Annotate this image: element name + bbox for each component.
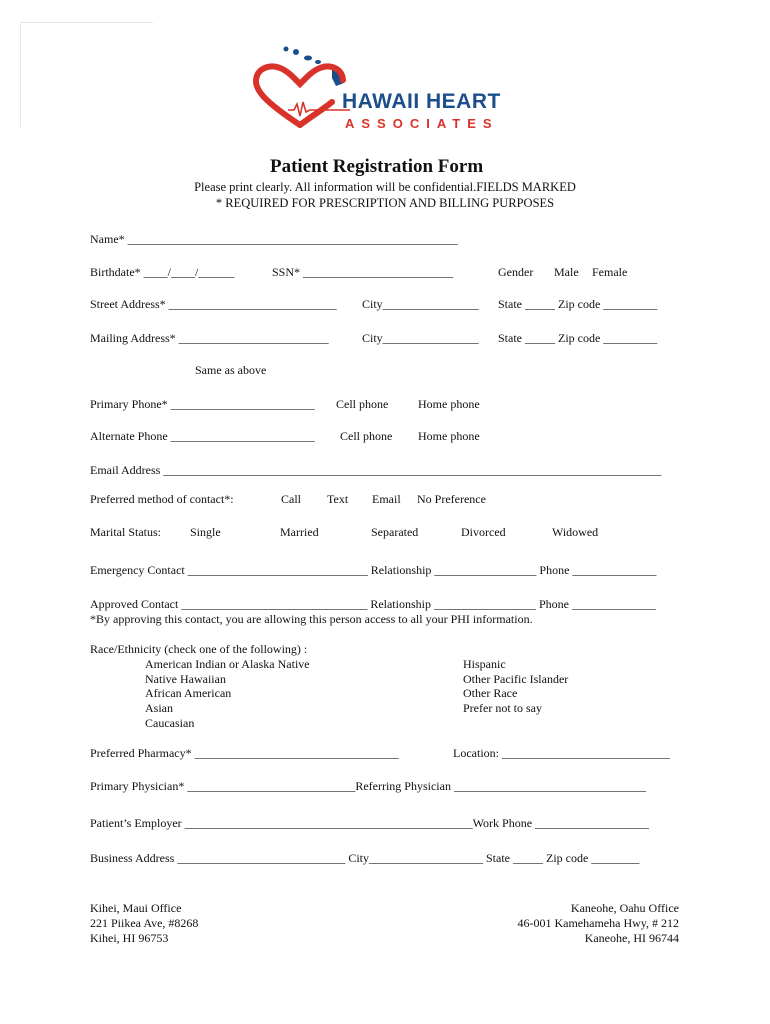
business-address-field[interactable]: Business Address ____________________________ City___________________ State _____ Zip code ________ [90, 851, 640, 865]
logo [250, 40, 530, 135]
approved-contact-note: *By approving this contact, you are allowing this person access to all your PHI information. [90, 612, 533, 626]
street-address-field[interactable]: Street Address* ____________________________ [90, 297, 337, 311]
alternate-home-option[interactable]: Home phone [418, 429, 480, 443]
marital-separated-option[interactable]: Separated [371, 525, 419, 539]
race-option[interactable]: American Indian or Alaska Native [145, 657, 310, 671]
ssn-field[interactable]: SSN* _________________________ [272, 265, 454, 279]
physician-field[interactable]: Primary Physician* ____________________________Referring Physician ________________________________ [90, 779, 646, 793]
name-field[interactable]: Name* _______________________________________________________ [90, 232, 458, 246]
race-option[interactable]: Asian [145, 701, 173, 715]
race-heading: Race/Ethnicity (check one of the following) : [90, 642, 308, 656]
race-option[interactable]: African American [145, 686, 232, 700]
approved-contact-field[interactable]: Approved Contact _______________________________ Relationship _________________ Phone ______________ [90, 597, 656, 611]
logo-line2: ASSOCIATES [345, 116, 499, 131]
logo-line1: HAWAII HEART [342, 90, 501, 113]
alternate-cell-option[interactable]: Cell phone [340, 429, 393, 443]
contact-email-option[interactable]: Email [372, 492, 401, 506]
employer-field[interactable]: Patient’s Employer ________________________________________________Work Phone ___________________ [90, 816, 650, 830]
primary-home-option[interactable]: Home phone [418, 397, 480, 411]
marital-married-option[interactable]: Married [280, 525, 319, 539]
subtitle-line1: Please print clearly. All information will be confidential.FIELDS MARKED [194, 180, 576, 194]
mailing-city-field[interactable]: City________________ [362, 331, 479, 345]
gender-male-option[interactable]: Male [554, 265, 579, 279]
heart-logo-icon [250, 40, 350, 135]
mailing-state-zip-field[interactable]: State _____ Zip code _________ [498, 331, 658, 345]
marital-widowed-option[interactable]: Widowed [552, 525, 599, 539]
race-option[interactable]: Other Pacific Islander [463, 672, 569, 686]
marital-single-option[interactable]: Single [190, 525, 221, 539]
page-title: Patient Registration Form [270, 156, 484, 177]
contact-no-preference-option[interactable]: No Preference [417, 492, 486, 506]
race-option[interactable]: Other Race [463, 686, 518, 700]
subtitle-line2: * REQUIRED FOR PRESCRIPTION AND BILLING PURPOSES [215, 196, 555, 210]
contact-text-option[interactable]: Text [327, 492, 349, 506]
race-option[interactable]: Caucasian [145, 716, 195, 730]
office-address-left: Kihei, HI 96753 [90, 931, 169, 945]
marital-status-label: Marital Status: [90, 525, 161, 539]
office-address-left: Kihei, Maui Office [90, 901, 182, 915]
race-option[interactable]: Prefer not to say [463, 701, 542, 715]
office-address-left: 221 Piikea Ave, #8268 [90, 916, 199, 930]
emergency-contact-field[interactable]: Emergency Contact ______________________________ Relationship _________________ Phone ______________ [90, 563, 657, 577]
same-as-above-option[interactable]: Same as above [195, 363, 267, 377]
gender-label: Gender [498, 265, 534, 279]
office-address-right: Kaneohe, Oahu Office [570, 901, 679, 915]
race-option[interactable]: Native Hawaiian [145, 672, 226, 686]
marital-divorced-option[interactable]: Divorced [461, 525, 506, 539]
contact-call-option[interactable]: Call [281, 492, 301, 506]
street-city-field[interactable]: City________________ [362, 297, 479, 311]
alternate-phone-field[interactable]: Alternate Phone ________________________ [90, 429, 315, 443]
primary-cell-option[interactable]: Cell phone [336, 397, 389, 411]
primary-phone-field[interactable]: Primary Phone* ________________________ [90, 397, 315, 411]
office-address-right: Kaneohe, HI 96744 [584, 931, 679, 945]
office-address-right: 46-001 Kamehameha Hwy, # 212 [517, 916, 679, 930]
contact-method-label: Preferred method of contact*: [90, 492, 234, 506]
mailing-address-field[interactable]: Mailing Address* _________________________ [90, 331, 329, 345]
street-state-zip-field[interactable]: State _____ Zip code _________ [498, 297, 658, 311]
gender-female-option[interactable]: Female [592, 265, 628, 279]
pharmacy-location-field[interactable]: Location: ____________________________ [453, 746, 670, 760]
email-field[interactable]: Email Address ___________________________________________________________________________________ [90, 463, 662, 477]
birthdate-field[interactable]: Birthdate* ____/____/______ [90, 265, 235, 279]
pharmacy-field[interactable]: Preferred Pharmacy* __________________________________ [90, 746, 399, 760]
scan-corner-frame [20, 22, 153, 127]
race-option[interactable]: Hispanic [463, 657, 506, 671]
